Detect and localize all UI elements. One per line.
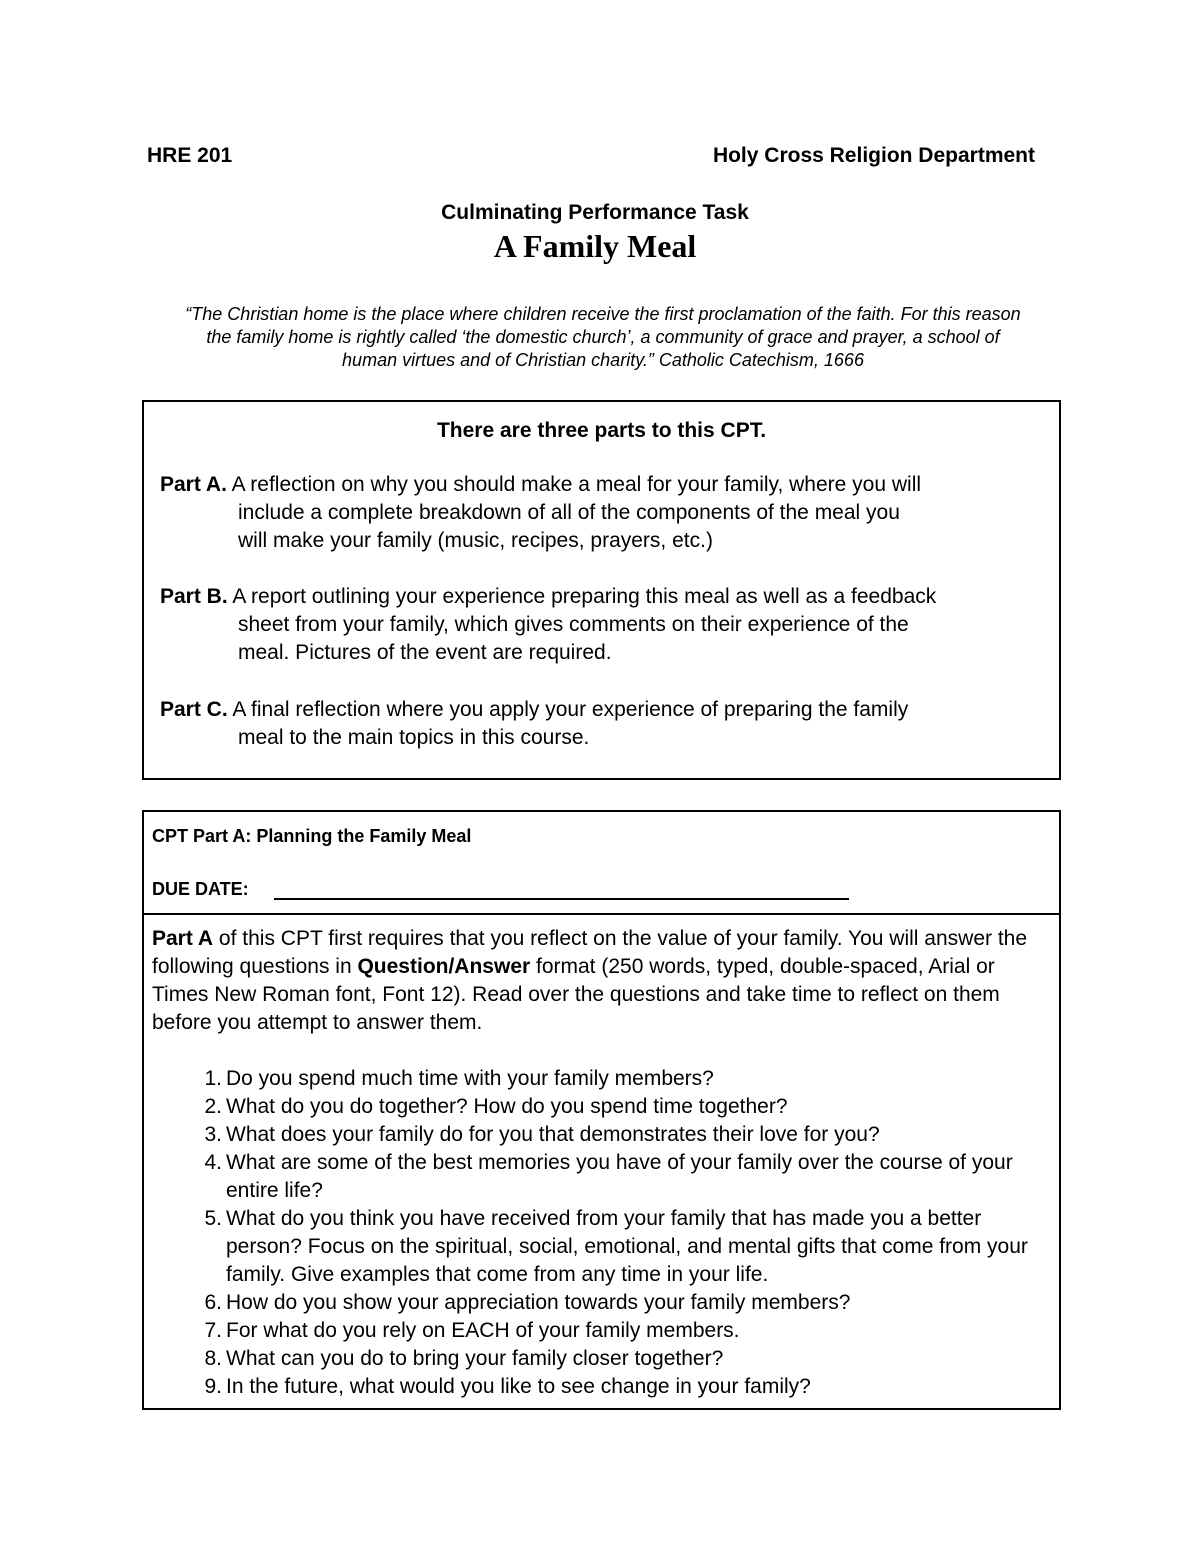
question-number: 1. <box>204 1067 222 1090</box>
cpt-part-a-box <box>142 810 1061 1410</box>
question-item <box>184 1093 1044 1121</box>
question-text: What can you do to bring your family closer together? <box>226 1347 724 1370</box>
question-text: What do you do together? How do you spend time together? <box>226 1095 788 1118</box>
department-name: Holy Cross Religion Department <box>712 144 1035 167</box>
question-text: What do you think you have received from your family that has made you a better person? Focus on the spiritual, social, emotional, and mental gifts that come from your family. Give examples that come from any time in your life. <box>226 1207 1028 1286</box>
question-item <box>184 1317 1044 1345</box>
question-number: 7. <box>204 1319 222 1342</box>
part-label: Part C. <box>160 698 228 721</box>
task-header <box>144 812 1059 915</box>
question-text: For what do you rely on EACH of your family members. <box>226 1319 740 1342</box>
question-item <box>184 1205 1044 1289</box>
catechism-quote <box>143 303 1063 372</box>
question-text: What does your family do for you that demonstrates their love for you? <box>226 1123 880 1146</box>
part-text: A report outlining your experience preparing this meal as well as a feedback <box>232 585 937 608</box>
due-date-blank[interactable] <box>274 878 849 900</box>
question-text: In the future, what would you like to see change in your family? <box>226 1375 811 1398</box>
question-text: Do you spend much time with your family members? <box>226 1067 714 1090</box>
parts-heading: There are three parts to this CPT. <box>436 419 767 442</box>
due-date-label: DUE DATE: <box>152 879 249 899</box>
page-title: A Family Meal <box>493 228 697 264</box>
quote-line: the family home is rightly called ‘the domestic church’, a community of grace and prayer, a school of <box>206 327 1000 347</box>
quote-line: “The Christian home is the place where children receive the first proclamation of the faith. For this reason <box>185 304 1021 324</box>
question-number: 9. <box>204 1375 222 1398</box>
part-label: Part A. <box>160 473 227 496</box>
parts-overview-box <box>142 400 1061 780</box>
task-title: CPT Part A: Planning the Family Meal <box>152 826 472 846</box>
course-code: HRE 201 <box>147 144 233 167</box>
question-number: 4. <box>204 1151 222 1174</box>
task-instructions <box>152 925 1042 1037</box>
question-item <box>184 1121 1044 1149</box>
part-text: meal to the main topics in this course. <box>238 726 590 749</box>
question-number: 6. <box>204 1291 222 1314</box>
question-item <box>184 1289 1044 1317</box>
intro-bold: Question/Answer <box>357 955 531 978</box>
question-item <box>184 1345 1044 1373</box>
question-number: 5. <box>204 1207 222 1230</box>
part-text: meal. Pictures of the event are required. <box>238 641 612 664</box>
question-number: 2. <box>204 1095 222 1118</box>
intro-text: of this CPT first requires that you reflect on the value of your family. You will answer the following questions in <box>152 927 1028 978</box>
question-item <box>184 1149 1044 1205</box>
quote-line: human virtues and of Christian charity.” Catholic Catechism, 1666 <box>342 350 864 370</box>
part-text: will make your family (music, recipes, prayers, etc.) <box>238 529 713 552</box>
part-text: A reflection on why you should make a meal for your family, where you will <box>231 473 922 496</box>
question-text: How do you show your appreciation towards your family members? <box>226 1291 851 1314</box>
question-text: What are some of the best memories you have of your family over the course of your entire life? <box>226 1151 1013 1202</box>
intro-bold: Part A <box>152 927 214 950</box>
question-item <box>184 1065 1044 1093</box>
part-a-description <box>160 471 1040 555</box>
part-text: A final reflection where you apply your experience of preparing the family <box>232 698 909 721</box>
part-text: include a complete breakdown of all of the components of the meal you <box>238 501 900 524</box>
question-item <box>184 1373 1044 1401</box>
part-b-description <box>160 583 1040 667</box>
question-number: 3. <box>204 1123 222 1146</box>
part-text: sheet from your family, which gives comments on their experience of the <box>238 613 909 636</box>
part-label: Part B. <box>160 585 228 608</box>
intro-text: format (250 words, typed, double-spaced, Arial or Times New Roman font, Font 12). Read over the questions and take time to reflect on them before you attempt to answer them. <box>152 955 1000 1034</box>
question-number: 8. <box>204 1347 222 1370</box>
part-c-description <box>160 696 1040 752</box>
question-list <box>184 1065 1044 1401</box>
page-subtitle: Culminating Performance Task <box>441 201 749 224</box>
